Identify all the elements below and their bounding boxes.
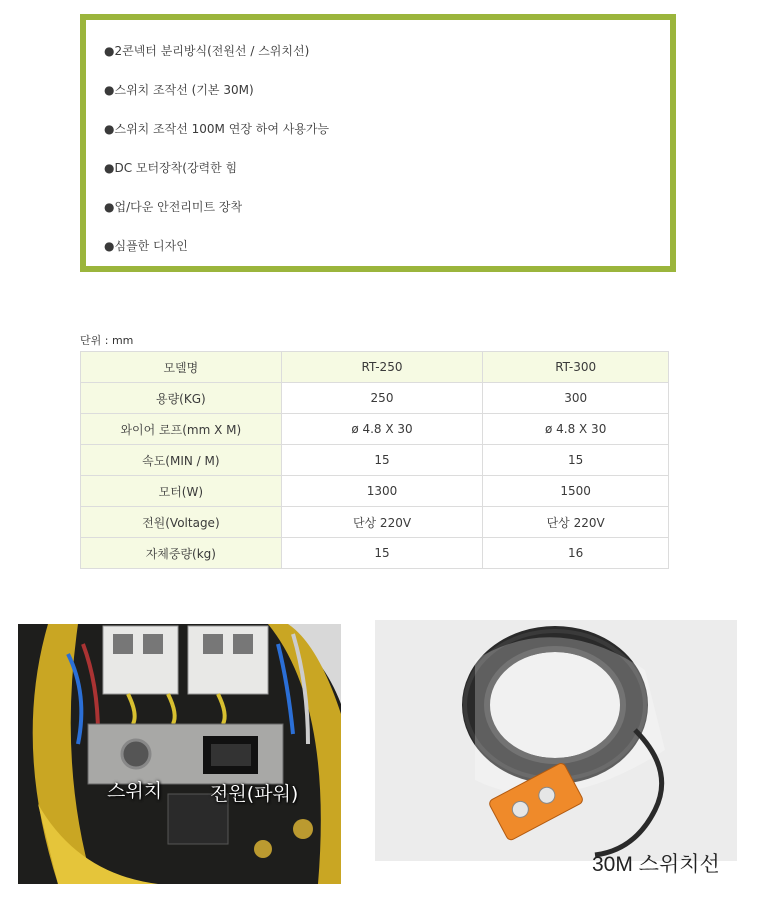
table-cell: 1500 bbox=[483, 476, 669, 507]
table-cell: 300 bbox=[483, 383, 669, 414]
table-cell: ø 4.8 X 30 bbox=[281, 414, 483, 445]
header-cell: RT-300 bbox=[483, 352, 669, 383]
switch-cable-illustration bbox=[375, 620, 737, 861]
switch-label: 스위치 bbox=[107, 780, 163, 802]
header-cell: 모델명 bbox=[81, 352, 282, 383]
spec-table bbox=[80, 351, 669, 569]
switch-cable-photo bbox=[375, 620, 737, 861]
table-cell: 1300 bbox=[281, 476, 483, 507]
table-cell: 단상 220V bbox=[483, 507, 669, 538]
table-cell: 16 bbox=[483, 538, 669, 569]
row-label: 와이어 로프(mm X M) bbox=[81, 414, 282, 445]
table-cell: 단상 220V bbox=[281, 507, 483, 538]
control-box-illustration bbox=[18, 624, 341, 884]
table-cell: 15 bbox=[281, 445, 483, 476]
row-label: 용량(KG) bbox=[81, 383, 282, 414]
table-cell: ø 4.8 X 30 bbox=[483, 414, 669, 445]
row-label: 자체중량(kg) bbox=[81, 538, 282, 569]
feature-item: ●업/다운 안전리미트 장착 bbox=[104, 200, 243, 214]
table-header-row bbox=[81, 352, 669, 383]
table-row bbox=[81, 383, 669, 414]
unit-label: 단위 : mm bbox=[80, 334, 134, 347]
row-label: 모터(W) bbox=[81, 476, 282, 507]
row-label: 전원(Voltage) bbox=[81, 507, 282, 538]
power-label: 전원(파워) bbox=[210, 783, 299, 805]
features-box bbox=[80, 14, 676, 272]
feature-item: ●스위치 조작선 100M 연장 하여 사용가능 bbox=[104, 122, 330, 136]
feature-item: ●심플한 디자인 bbox=[104, 239, 188, 253]
feature-item: ●스위치 조작선 (기본 30M) bbox=[104, 83, 254, 97]
table-row bbox=[81, 476, 669, 507]
control-box-photo bbox=[18, 624, 341, 884]
table-cell: 250 bbox=[281, 383, 483, 414]
table-row bbox=[81, 414, 669, 445]
table-row bbox=[81, 445, 669, 476]
cable-caption: 30M 스위치선 bbox=[592, 853, 720, 876]
table-cell: 15 bbox=[281, 538, 483, 569]
header-cell: RT-250 bbox=[281, 352, 483, 383]
table-row bbox=[81, 507, 669, 538]
table-row bbox=[81, 538, 669, 569]
table-cell: 15 bbox=[483, 445, 669, 476]
feature-item: ●2콘넥터 분리방식(전원선 / 스위치선) bbox=[104, 44, 310, 58]
row-label: 속도(MIN / M) bbox=[81, 445, 282, 476]
feature-item: ●DC 모터장착(강력한 힘 bbox=[104, 161, 238, 175]
